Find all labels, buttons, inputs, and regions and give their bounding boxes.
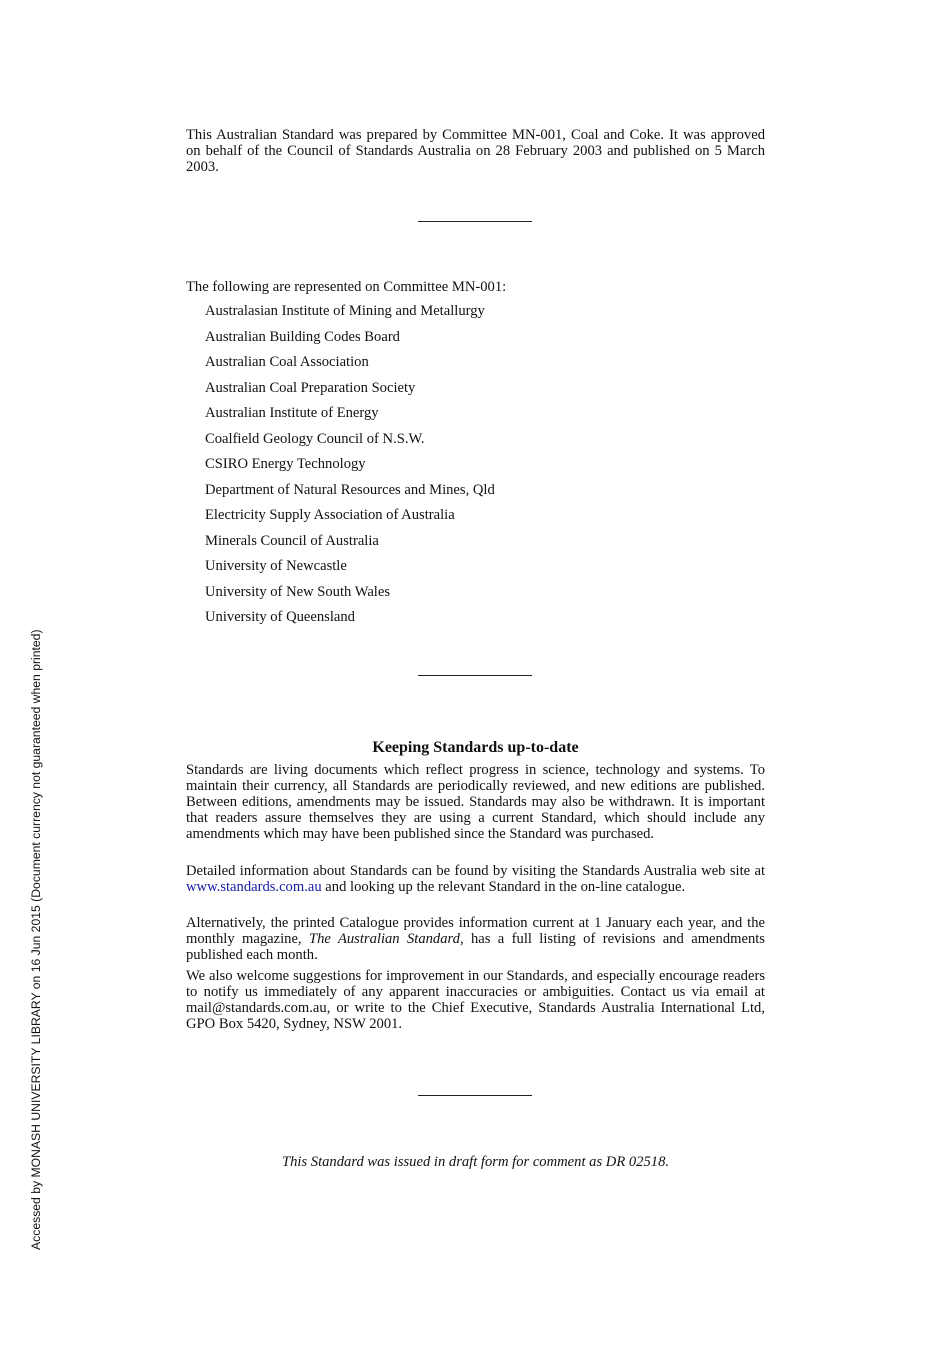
section-heading: Keeping Standards up-to-date [372, 739, 579, 756]
committee-member: Australian Institute of Energy [205, 405, 379, 421]
committee-member: Australasian Institute of Mining and Metallurgy [205, 303, 485, 319]
committee-member: University of Newcastle [205, 558, 347, 574]
standards-website-link[interactable]: www.standards.com.au [186, 879, 322, 895]
committee-member: University of New South Wales [205, 583, 391, 600]
committee-member: Australian Building Codes Board [205, 328, 400, 345]
committee-member-list [205, 302, 495, 634]
keeping-paragraph-4: We also welcome suggestions for improvement in our Standards, and especially encourage readers to notify us immediately of any apparent inaccuracies or ambiguities. Contact us via email at mail@standards.com.au, or write to the Chief Executive, Standards Australia International Ltd, GPO Box 5420, Sydney, NSW 2001. [186, 968, 765, 1032]
committee-member: Australian Coal Preparation Society [205, 379, 416, 396]
paragraph-text: and looking up the relevant Standard in the on-line catalogue. [321, 879, 686, 895]
committee-member: Department of Natural Resources and Mines, Qld [205, 481, 495, 498]
committee-member: Electricity Supply Association of Australia [205, 507, 455, 523]
keeping-paragraph-3 [186, 915, 765, 963]
committee-member: Minerals Council of Australia [205, 532, 379, 549]
paragraph-text: Alternatively, the printed Catalogue provides information current at 1 January each year, and the monthly magazine, [186, 915, 765, 947]
committee-member: University of Queensland [205, 609, 355, 625]
magazine-title: The Australian Standard [308, 931, 460, 947]
keeping-paragraph-2 [186, 863, 765, 895]
committee-member: Australian Coal Association [205, 354, 369, 370]
access-side-note: Accessed by MONASH UNIVERSITY LIBRARY on 16 Jun 2015 (Document currency not guaranteed when printed) [29, 629, 43, 1250]
committee-intro: The following are represented on Committee MN-001: [186, 279, 507, 295]
divider-rule [418, 1095, 532, 1096]
keeping-paragraph-1: Standards are living documents which reflect progress in science, technology and systems. To maintain their currency, all Standards are periodically reviewed, and new editions are published. Between editions, amendments may be issued. Standards may also be withdrawn. It is important that readers assure themselves they are using a current Standard, which should include any amendments which may have been published since the Standard was purchased. [186, 762, 765, 842]
paragraph-text: Detailed information about Standards can be found by visiting the Standards Australia web site at [186, 863, 765, 879]
approval-statement: This Australian Standard was prepared by Committee MN-001, Coal and Coke. It was approved on behalf of the Council of Standards Australia on 28 February 2003 and published on 5 March 2003. [186, 127, 765, 175]
committee-member: CSIRO Energy Technology [205, 456, 366, 472]
committee-member: Coalfield Geology Council of N.S.W. [205, 430, 425, 447]
draft-note: This Standard was issued in draft form for comment as DR 02518. [281, 1154, 670, 1170]
divider-rule [418, 675, 532, 676]
paragraph-text: , has a full listing of revisions and amendments published each month. [186, 931, 765, 963]
divider-rule [418, 221, 532, 222]
